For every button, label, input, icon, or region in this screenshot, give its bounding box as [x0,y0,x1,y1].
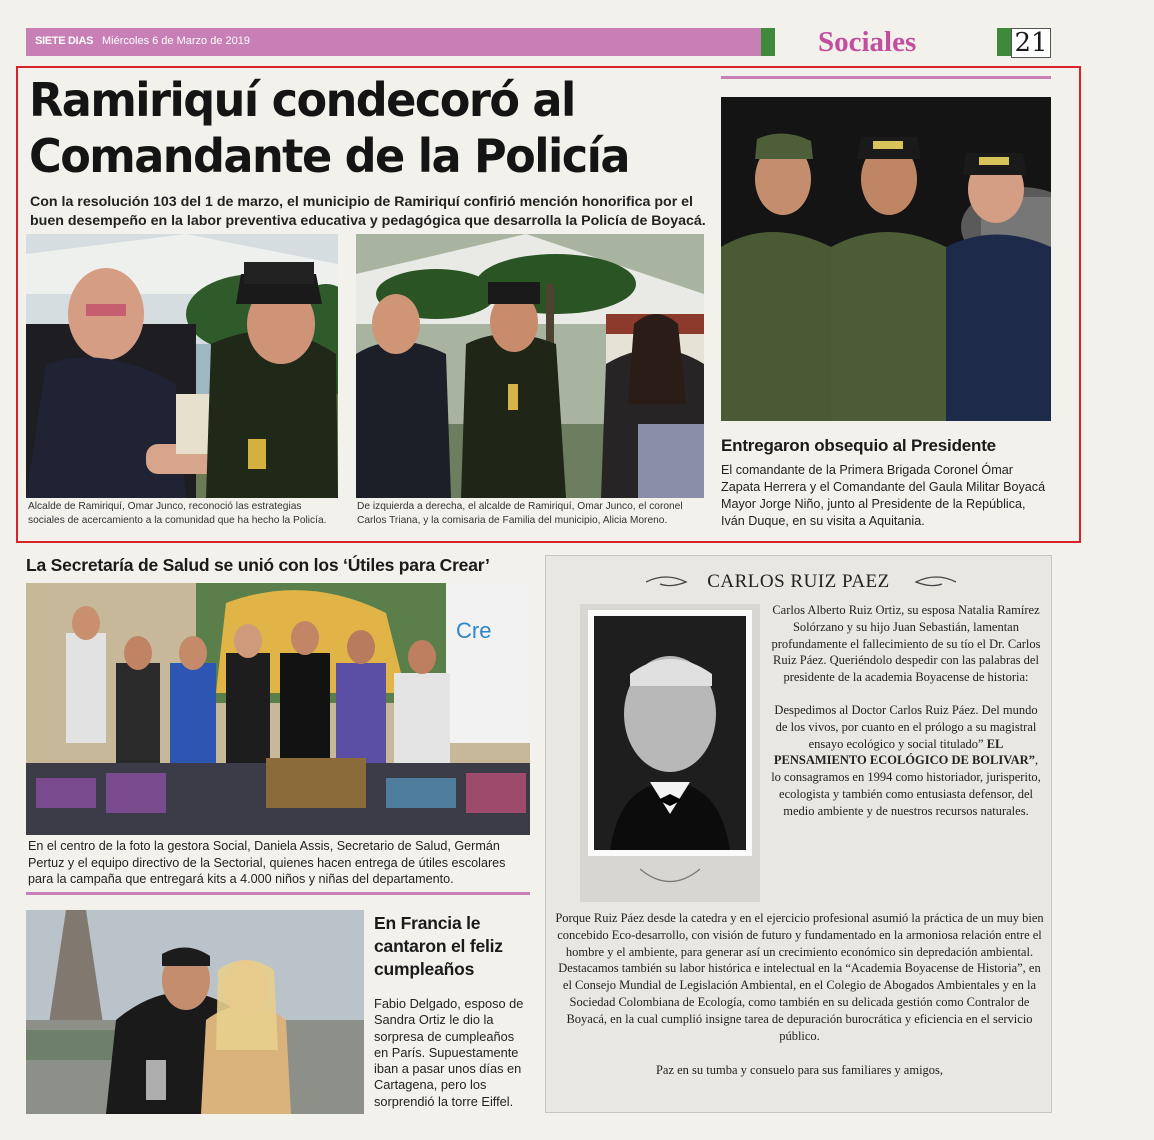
obituary-panel [545,555,1052,1113]
photo2-caption: De izquierda a derecha, el alcalde de Ramiriquí, Omar Junco, el coronel Carlos Triana, y la comisaria de Familia del municipio, Alicia Moreno. [357,501,683,526]
photo-three-officials [356,234,704,498]
svg-text:Cre: Cre [456,618,492,643]
main-lede: Con la resolución 103 del 1 de marzo, el municipio de Ramiriquí confirió mención honorifica por el buen desempeño en la labor preventiva educativa y pedagógica que desarrolla la Policía de Boyacá. [30,194,706,229]
salud-bottom-rule [26,892,530,895]
photo-paris-couple [26,910,364,1114]
top-right-rule [721,76,1051,79]
issue-date: Miércoles 6 de Marzo de 2019 [102,35,250,47]
obituary-photo-frame [580,604,760,902]
page-number: 21 [1011,28,1051,58]
president-body: El comandante de la Primera Brigada Coronel Ómar Zapata Herrera y el Comandante del Gaula Militar Boyacá Mayor Jorge Niño, junto al Presidente de la República, Iván Duque, en su visita a Aquitania. [721,463,1046,528]
photo-president-soldiers [721,97,1051,421]
header-green-marker [761,28,775,56]
photo-mayor-medal [26,234,338,498]
obituary-intro: Carlos Alberto Ruiz Ortiz, su esposa Natalia Ramírez Solórzano y su hijo Juan Sebastián, lamentan profundamente el fallecimiento de su tío el Dr. Carlos Ruiz Páez. Queriéndolo despedir con las palabras del presidente de la academia Boyacense de historia: Despedimos al Doctor Carlos Ruiz Páez. Del mundo de los vivos, por cuanto en el prólogo a su magistral ensayo ecológico y social titulado” EL PENSAMIENTO ECOLÓGICO DE BOLIVAR”, lo consagramos en 1994 como historiador, jurisperito, ecologista y también como entusiasta defensor, del medio ambiente y de nuestros recursos naturales. [771,603,1041,818]
section-title: Sociales [818,26,917,58]
photo-salud-team [26,583,530,835]
president-heading: Entregaron obsequio al Presidente [721,436,996,455]
obituary-body: Porque Ruiz Páez desde la catedra y en el ejercicio profesional asumió la práctica de un muy bien concebido Eco-desarrollo, con visión de futuro y fundamentado en la armoniosa relación entre el hombre y el ambiente, para generar así un crecimiento económico sin depredación ambiental. Destacamos también su labor histórica e intelectual en la “Academia Boyacense de Historia”, en el Consejo Mundial de Legislación Ambiental, en el Colegio de Abogados Ambientales y en la Sociedad Colombiana de Ecología, como también en su delicada gestión como Contralor de Boyacá, en la cual cumplió insigne tarea de depuración burocrática y eficiencia en el servicio público. Paz en su tumba y consuelo para sus familiares y amigos, [555,911,1044,1078]
photo1-caption: Alcalde de Ramiriquí, Omar Junco, reconoció las estrategias sociales de acercamiento a la comunidad que ha hecho la Policía. [28,501,327,526]
salud-heading: La Secretaría de Salud se unió con los ‘Útiles para Crear’ [26,555,490,575]
main-headline: Ramiriquí condecoró al Comandante de la Policía [29,73,629,183]
salud-caption: En el centro de la foto la gestora Social, Daniela Assis, Secretario de Salud, Germán Pertuz y el equipo directivo de la Sectorial, quienes hacen entrega de útiles escolares para la campaña que entregará kits a 4.000 niños y niñas del departamento. [28,839,506,886]
masthead-brand: SIETE DIAS [35,35,94,47]
page-green-marker [997,28,1011,56]
header-bar [26,28,761,56]
francia-heading: En Francia le cantaron el feliz cumpleaños [374,913,503,979]
francia-body: Fabio Delgado, esposo de Sandra Ortiz le dio la sorpresa de cumpleaños en París. Supuestamente iban a pasar unos días en Cartagena, pero los sorprendió la torre Eiffel. [374,996,524,1109]
obituary-name: CARLOS RUIZ PAEZ [707,571,890,592]
